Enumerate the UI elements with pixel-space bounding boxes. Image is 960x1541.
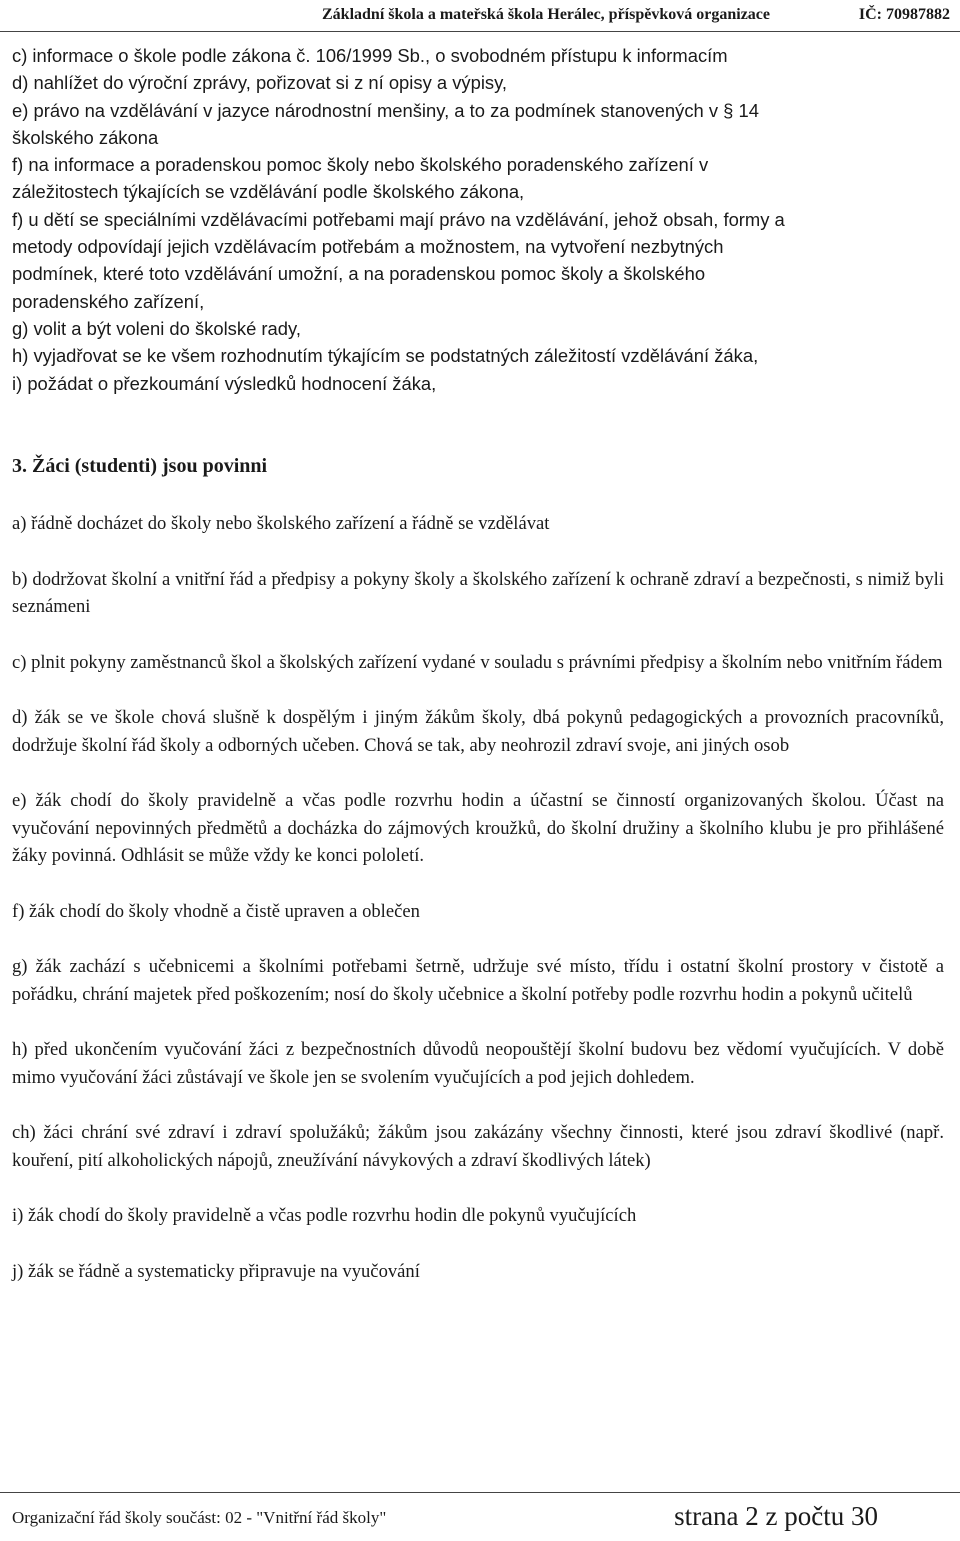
rights-line: h) vyjadřovat se ke všem rozhodnutím týkajícím se podstatných záležitostí vzdělávání žáka, xyxy=(12,345,759,367)
duty-item: c) plnit pokyny zaměstnanců škol a školských zařízení vydané v souladu s právními předpisy a školním nebo vnitřním řádem xyxy=(12,651,943,673)
duty-item: g) žák zachází s učebnicemi a školními potřebami šetrně, udržuje své místo, třídu i ostatní školní prostory v čistotě a pořádku, chrání majetek před poškozením; nosí do školy učebnice a školní potřeby podle rozvrhu hodin a pokynů učitelů xyxy=(12,956,944,1005)
rights-line: podmínek, které toto vzdělávání umožní, a na poradenskou pomoc školy a školského xyxy=(12,263,706,285)
rights-line: d) nahlížet do výroční zprávy, pořizovat si z ní opisy a výpisy, xyxy=(12,72,508,94)
school-name: Základní škola a mateřská škola Herálec, příspěvková organizace xyxy=(322,6,770,23)
school-id-number: IČ: 70987882 xyxy=(858,6,950,23)
page-number: strana 2 z počtu 30 xyxy=(674,1501,878,1531)
rights-line: e) právo na vzdělávání v jazyce národnostní menšiny, a to za podmínek stanovených v § 14 xyxy=(12,99,759,121)
section-heading: 3. Žáci (studenti) jsou povinni xyxy=(12,455,268,477)
duty-item: e) žák chodí do školy pravidelně a včas podle rozvrhu hodin a účastní se činností organizovaných školou. Účast na vyučování nepovinných předmětů a docházka do zájmových kroužků, do školní družiny a školního klubu je pro přihlášené žáky povinná. Odhlásit se může vždy ke konci pololetí. xyxy=(12,790,944,866)
duty-item: f) žák chodí do školy vhodně a čistě upraven a oblečen xyxy=(12,900,420,922)
rights-line: f) u dětí se speciálními vzdělávacími potřebami mají právo na vzdělávání, jehož obsah, formy a xyxy=(12,208,785,230)
duty-item: a) řádně docházet do školy nebo školského zařízení a řádně se vzdělávat xyxy=(12,513,550,534)
duty-item: ch) žáci chrání své zdraví i zdraví spolužáků; žákům jsou zakázány všechny činnosti, které jsou zdraví škodlivé (např. kouření, pití alkoholických nápojů, zneužívání návykových a zdraví škodlivých látek) xyxy=(12,1122,944,1171)
page-footer xyxy=(0,1492,960,1539)
rights-list xyxy=(12,42,944,397)
rights-line: poradenského zařízení, xyxy=(12,290,205,312)
page-header xyxy=(0,0,960,32)
rights-line: g) volit a být voleni do školské rady, xyxy=(12,317,301,339)
rights-line: c) informace o škole podle zákona č. 106/1999 Sb., o svobodném přístupu k informacím xyxy=(12,45,728,66)
rights-line: i) požádat o přezkoumání výsledků hodnocení žáka, xyxy=(12,372,437,394)
rights-line: metody odpovídají jejich vzdělávacím potřebám a možnostem, na vytvoření nezbytných xyxy=(12,236,724,258)
rights-line: školského zákona xyxy=(12,126,159,148)
duty-item: d) žák se ve škole chová slušně k dospělým i jiným žákům školy, dbá pokynů pedagogických a provozních pracovníků, dodržuje školní řád školy a odborných učeben. Chová se tak, aby neohrozil zdraví svoje, ani jiných osob xyxy=(12,707,944,756)
duty-item: j) žák se řádně a systematicky připravuje na vyučování xyxy=(12,1260,420,1282)
document-name: Organizační řád školy součást: 02 - "Vnitřní řád školy" xyxy=(12,1508,387,1527)
header-divider xyxy=(0,31,960,32)
duties-list xyxy=(12,510,944,1285)
rights-line: záležitostech týkajících se vzdělávání podle školského zákona, xyxy=(12,181,525,203)
duty-item: b) dodržovat školní a vnitřní řád a předpisy a pokyny školy a školského zařízení k ochraně zdraví a bezpečnosti, s nimiž byli seznámeni xyxy=(12,568,944,617)
duty-item: i) žák chodí do školy pravidelně a včas podle rozvrhu hodin dle pokynů vyučujících xyxy=(12,1205,637,1226)
duty-item: h) před ukončením vyučování žáci z bezpečnostních důvodů neopouštějí školní budovu bez vědomí vyučujících. V době mimo vyučování žáci zůstávají ve škole jen se svolením vyučujících a pod jejich dohledem. xyxy=(12,1039,944,1088)
rights-line: f) na informace a poradenskou pomoc školy nebo školského poradenského zařízení v xyxy=(12,154,709,176)
